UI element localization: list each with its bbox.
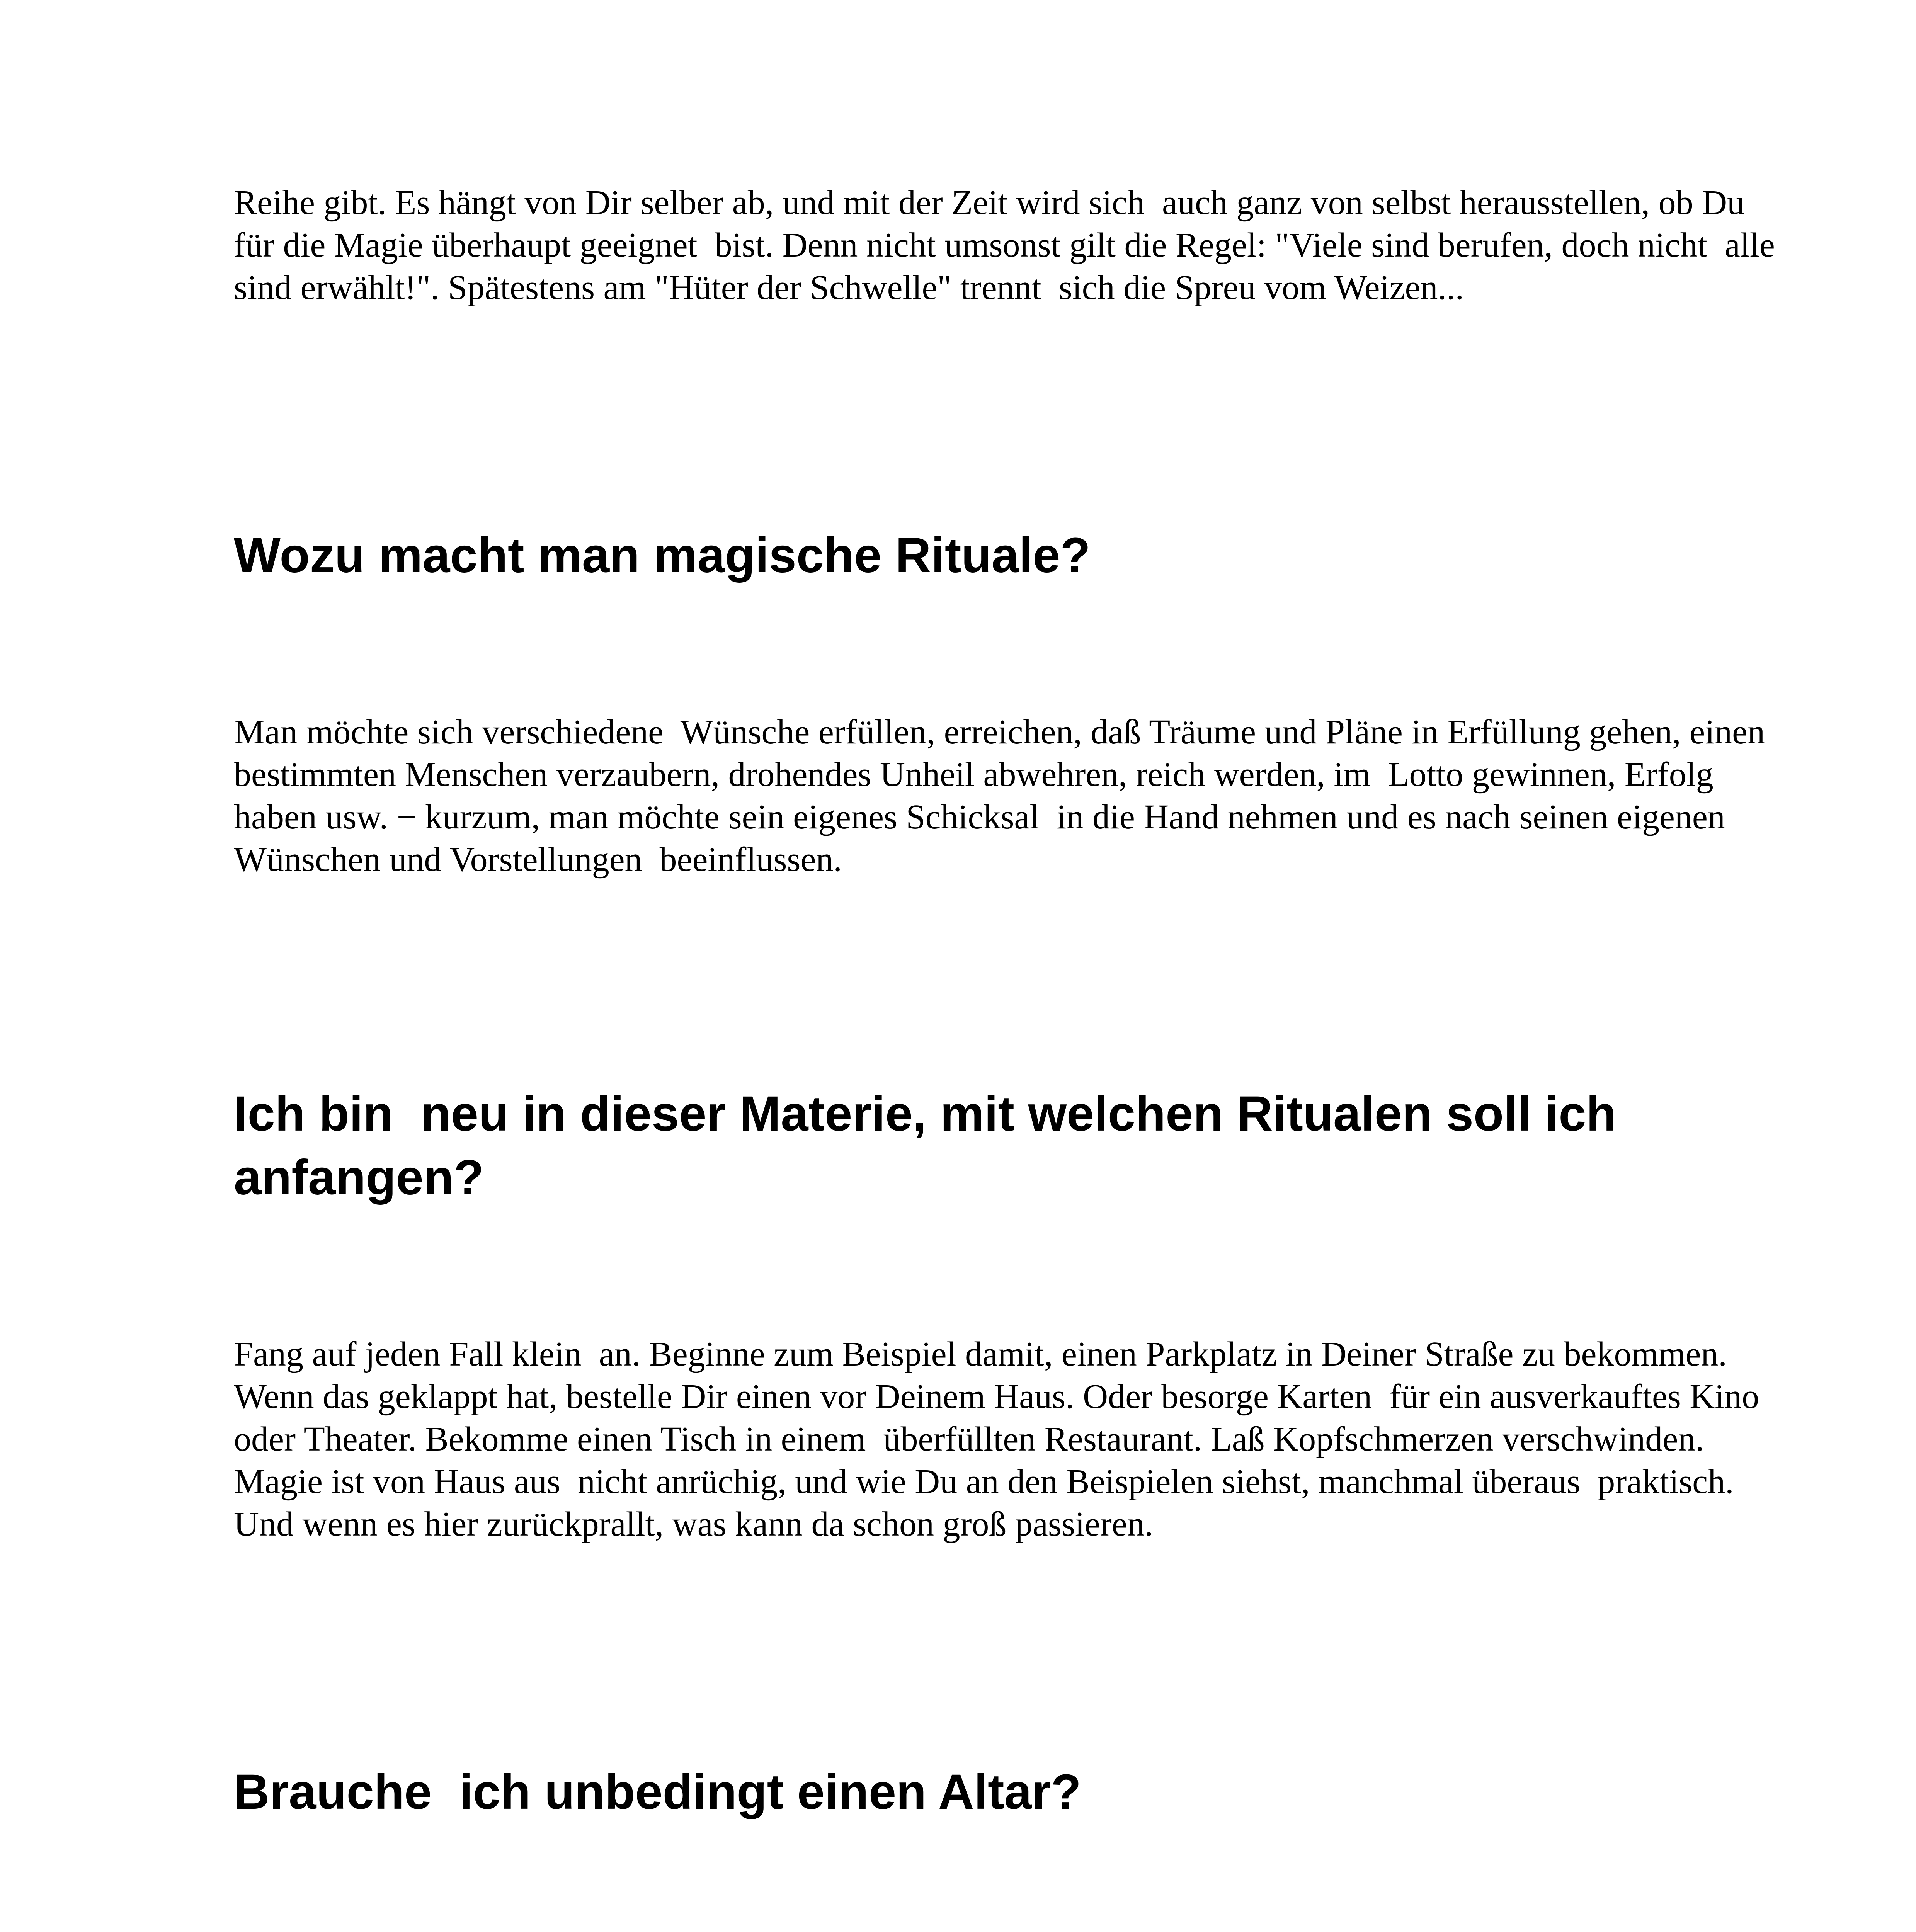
section-heading-beginner (234, 1082, 1818, 1209)
heading-line: Ich bin neu in dieser Materie, mit welchen Ritualen soll ich (234, 1086, 1617, 1141)
text-line: Fang auf jeden Fall klein an. Beginne zum Beispiel damit, einen Parkplatz in Deiner Straße zu bekommen. (234, 1335, 1727, 1373)
section-heading-altar (234, 1760, 1818, 1824)
intro-paragraph (234, 182, 1818, 309)
text-line: Wenn das geklappt hat, bestelle Dir einen vor Deinem Haus. Oder besorge Karten für ein ausverkauftes Kino (234, 1378, 1759, 1416)
text-line: Magie ist von Haus aus nicht anrüchig, und wie Du an den Beispielen siehst, manchmal überaus praktisch. (234, 1463, 1734, 1501)
text-line: Und wenn es hier zurückprallt, was kann da schon groß passieren. (234, 1505, 1154, 1543)
section-heading (234, 524, 1818, 587)
text-line: oder Theater. Bekomme einen Tisch in einem überfüllten Restaurant. Laß Kopfschmerzen verschwinden. (234, 1420, 1704, 1458)
text-line: Man möchte sich verschiedene Wünsche erfüllen, erreichen, daß Träume und Pläne in Erfüllung gehen, einen (234, 713, 1765, 751)
paragraph (234, 182, 1818, 309)
text-line: sind erwählt!". Spätestens am "Hüter der Schwelle" trennt sich die Spreu vom Weizen... (234, 269, 1464, 307)
section-heading (234, 1760, 1818, 1824)
text-line: Reihe gibt. Es hängt von Dir selber ab, und mit der Zeit wird sich auch ganz von selbst herausstellen, ob Du (234, 184, 1745, 222)
section-paragraph-rituals (234, 711, 1818, 881)
section-paragraph-beginner (234, 1333, 1818, 1546)
paragraph (234, 711, 1818, 881)
paragraph (234, 1333, 1818, 1546)
text-line: für die Magie überhaupt geeignet bist. Denn nicht umsonst gilt die Regel: "Viele sind berufen, doch nicht alle (234, 226, 1775, 264)
heading-line: anfangen? (234, 1150, 484, 1205)
text-line: bestimmten Menschen verzaubern, drohendes Unheil abwehren, reich werden, im Lotto gewinnen, Erfolg (234, 755, 1714, 794)
text-line: haben usw. − kurzum, man möchte sein eigenes Schicksal in die Hand nehmen und es nach seinen eigenen (234, 798, 1725, 836)
heading-line: Wozu macht man magische Rituale? (234, 528, 1091, 583)
section-heading (234, 1082, 1818, 1209)
section-heading-rituals (234, 524, 1818, 587)
heading-line: Brauche ich unbedingt einen Altar? (234, 1764, 1081, 1820)
text-line: Wünschen und Vorstellungen beeinflussen. (234, 840, 842, 879)
